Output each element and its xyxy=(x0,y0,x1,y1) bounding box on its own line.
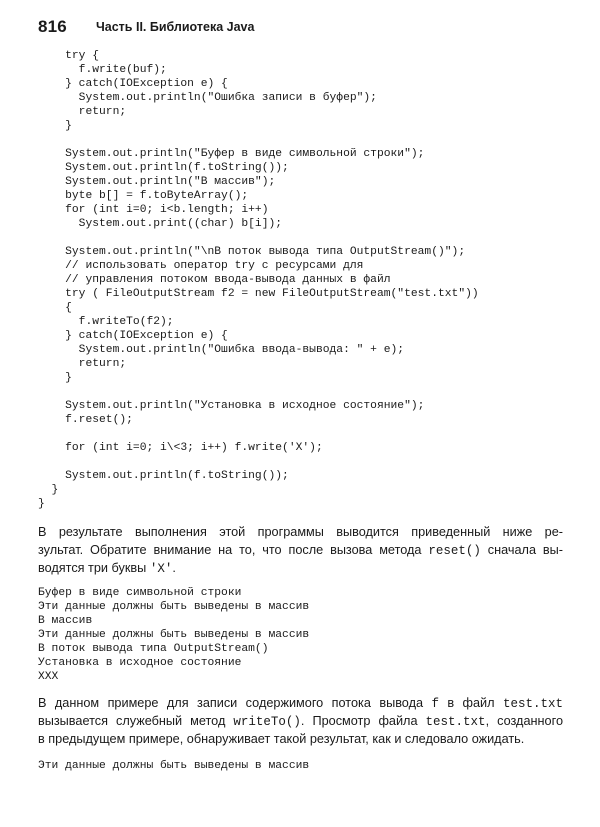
code-line: f.write(buf); xyxy=(38,64,167,76)
code-line xyxy=(38,385,479,399)
code-line: try ( FileOutputStream f2 = new FileOutputStream("test.txt")) xyxy=(38,288,479,300)
paragraph-line xyxy=(38,694,563,712)
code-line: f.reset(); xyxy=(38,414,133,426)
paragraph-result-intro xyxy=(38,523,563,577)
code-line: } xyxy=(38,498,45,510)
code-line: } xyxy=(38,484,59,496)
code-line xyxy=(38,455,479,469)
code-line: System.out.println("Ошибка записи в буфер"); xyxy=(38,92,377,104)
text-span: . Просмотр файла xyxy=(300,714,426,728)
code-line: Буфер в виде символьной строки xyxy=(38,587,242,599)
code-line: System.out.print((char) b[i]); xyxy=(38,218,283,230)
inline-code: reset() xyxy=(428,544,481,558)
code-line: try { xyxy=(38,50,100,62)
code-listing xyxy=(38,49,479,511)
text-span: . xyxy=(172,561,176,575)
paragraph-line: В результате выполнения этой программы выводится приведенный ниже ре- xyxy=(38,525,563,539)
page-header xyxy=(38,17,570,39)
running-head: Часть II. Библиотека Java xyxy=(96,20,255,34)
code-line: В поток вывода типа OutputStream() xyxy=(38,643,269,655)
code-line: Эти данные должны быть выведены в массив xyxy=(38,629,310,641)
code-line: } xyxy=(38,372,72,384)
code-line: System.out.println("В массив"); xyxy=(38,176,276,188)
code-line: } xyxy=(38,120,72,132)
code-line: System.out.println(f.toString()); xyxy=(38,470,289,482)
code-line: for (int i=0; i<b.length; i++) xyxy=(38,204,269,216)
code-line: System.out.println(f.toString()); xyxy=(38,162,289,174)
code-line xyxy=(38,133,479,147)
paragraph-line: в предыдущем примере, обнаруживает такой результат, как и следовало ожидать. xyxy=(38,732,525,746)
code-line: f.writeTo(f2); xyxy=(38,316,174,328)
inline-code: f xyxy=(431,697,439,711)
code-line: byte b[] = f.toByteArray(); xyxy=(38,190,249,202)
code-line: } catch(IOException e) { xyxy=(38,330,228,342)
code-line: Установка в исходное состояние xyxy=(38,657,242,669)
code-line: // управления потоком ввода-вывода данных в файл xyxy=(38,274,391,286)
code-line: return; xyxy=(38,106,127,118)
inline-code: test.txt xyxy=(425,715,486,729)
text-span: в файл xyxy=(438,696,503,710)
paragraph-line xyxy=(38,712,563,730)
code-line: for (int i=0; i\<3; i++) f.write('X'); xyxy=(38,442,323,454)
code-line: System.out.println("Буфер в виде символьной строки"); xyxy=(38,148,425,160)
text-span: водятся три буквы xyxy=(38,561,150,575)
text-span: зультат. Обратите внимание на то, что после вызова метода xyxy=(38,543,429,557)
text-span: В данном примере для записи содержимого потока вывода xyxy=(38,696,432,710)
code-line: } catch(IOException e) { xyxy=(38,78,228,90)
output-listing xyxy=(38,586,309,684)
code-line: System.out.println("Установка в исходное состояние"); xyxy=(38,400,425,412)
paragraph-line xyxy=(38,559,563,577)
inline-code: test.txt xyxy=(502,697,563,711)
code-line: System.out.println("\nВ поток вывода типа OutputStream()"); xyxy=(38,246,466,258)
code-line: // использовать оператор try с ресурсами для xyxy=(38,260,364,272)
code-line: return; xyxy=(38,358,127,370)
final-output-listing xyxy=(38,759,309,773)
code-line: XXX xyxy=(38,671,59,683)
paragraph-line xyxy=(38,541,563,559)
text-span: , созданного xyxy=(485,714,563,728)
code-line: В массив xyxy=(38,615,93,627)
code-line xyxy=(38,427,479,441)
code-line xyxy=(38,231,479,245)
code-line: Эти данные должны быть выведены в массив xyxy=(38,601,310,613)
text-span: вызывается служебный метод xyxy=(38,714,234,728)
code-line: { xyxy=(38,302,72,314)
inline-code: writeTo() xyxy=(233,715,301,729)
page-number: 816 xyxy=(38,17,67,36)
inline-code: 'X' xyxy=(149,562,173,576)
code-line: Эти данные должны быть выведены в массив xyxy=(38,760,310,772)
text-span: сначала вы- xyxy=(480,543,563,557)
code-line: System.out.println("Ошибка ввода-вывода: " + e); xyxy=(38,344,405,356)
paragraph-writeto-explanation xyxy=(38,694,563,748)
